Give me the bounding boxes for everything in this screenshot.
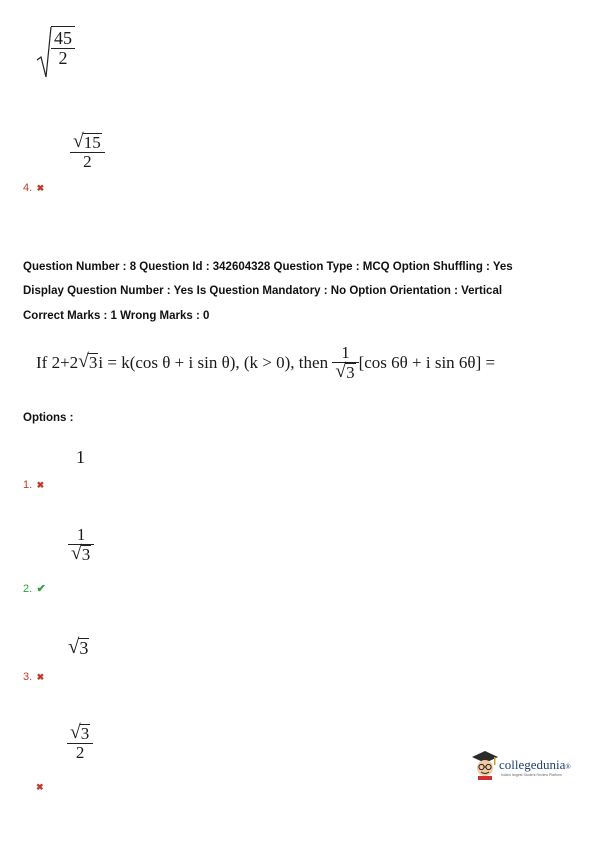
option-2-label[interactable] <box>23 579 46 597</box>
question-meta-line-3: Correct Marks : 1 Wrong Marks : 0 <box>23 310 210 322</box>
numerator-radicand: 15 <box>83 133 101 152</box>
denominator-radicand: 3 <box>81 544 91 564</box>
if-word: If <box>36 352 48 372</box>
denominator: 2 <box>83 151 92 171</box>
radicand: 3 <box>79 638 89 658</box>
option-2-expression: 1 √ 3 <box>68 526 94 564</box>
graduate-mascot-icon <box>470 748 500 780</box>
question-text: If 2+2 √ 3 i = k(cos θ + i sin θ), (k > 0), then 1 √ 3 [cos 6θ + i sin 6θ] = <box>36 343 496 382</box>
option-1-expression: 1 <box>76 447 85 467</box>
cross-icon: ✖ <box>36 480 45 490</box>
option-4-label[interactable] <box>36 777 44 795</box>
option-3-label[interactable] <box>23 667 44 685</box>
equation: i = k(cos θ + i sin θ), <box>98 352 240 372</box>
option-4-expression: √ 3 2 <box>67 724 93 763</box>
denominator: 2 <box>75 742 85 762</box>
option-1-label[interactable] <box>23 475 44 493</box>
option-number: 4. <box>23 182 33 194</box>
cross-icon: ✖ <box>36 782 44 792</box>
radical-sign <box>36 26 52 78</box>
collegedunia-logo <box>470 748 582 782</box>
options-label: Options : <box>23 412 74 424</box>
cross-icon: ✖ <box>36 672 45 682</box>
square-root <box>36 26 75 78</box>
numerator: 1 <box>76 525 86 544</box>
cross-icon: ✖ <box>36 183 45 193</box>
denominator: 2 <box>58 47 68 68</box>
option-number: 1. <box>23 479 33 491</box>
check-icon: ✔ <box>36 583 46 595</box>
lhs: 2+2 <box>51 352 79 372</box>
logo-wordmark: collegedunia® <box>499 757 571 772</box>
question-meta-line-2: Display Question Number : Yes Is Question Mandatory : No Option Orientation : Vertical <box>23 285 503 297</box>
condition: (k > 0), then <box>243 352 329 372</box>
prev-option-3-expression <box>36 26 75 83</box>
option-number: 2. <box>23 583 33 595</box>
prev-option-4-label <box>23 178 44 196</box>
logo-tagline: India's largest Student Review Platform <box>501 773 562 777</box>
sqrt-radicand: 3 <box>88 353 98 373</box>
numerator: 45 <box>54 28 72 48</box>
option-number: 3. <box>23 671 33 683</box>
numerator-radicand: 3 <box>80 724 90 743</box>
bracket-expression: [cos 6θ + i sin 6θ] = <box>358 352 496 372</box>
option-3-expression: √ 3 <box>68 636 89 658</box>
question-meta-line-1: Question Number : 8 Question Id : 342604328 Question Type : MCQ Option Shuffling : Yes <box>23 261 513 273</box>
fraction: 1 √ 3 <box>332 344 358 382</box>
prev-option-4-expression: √ 15 2 <box>70 133 105 172</box>
